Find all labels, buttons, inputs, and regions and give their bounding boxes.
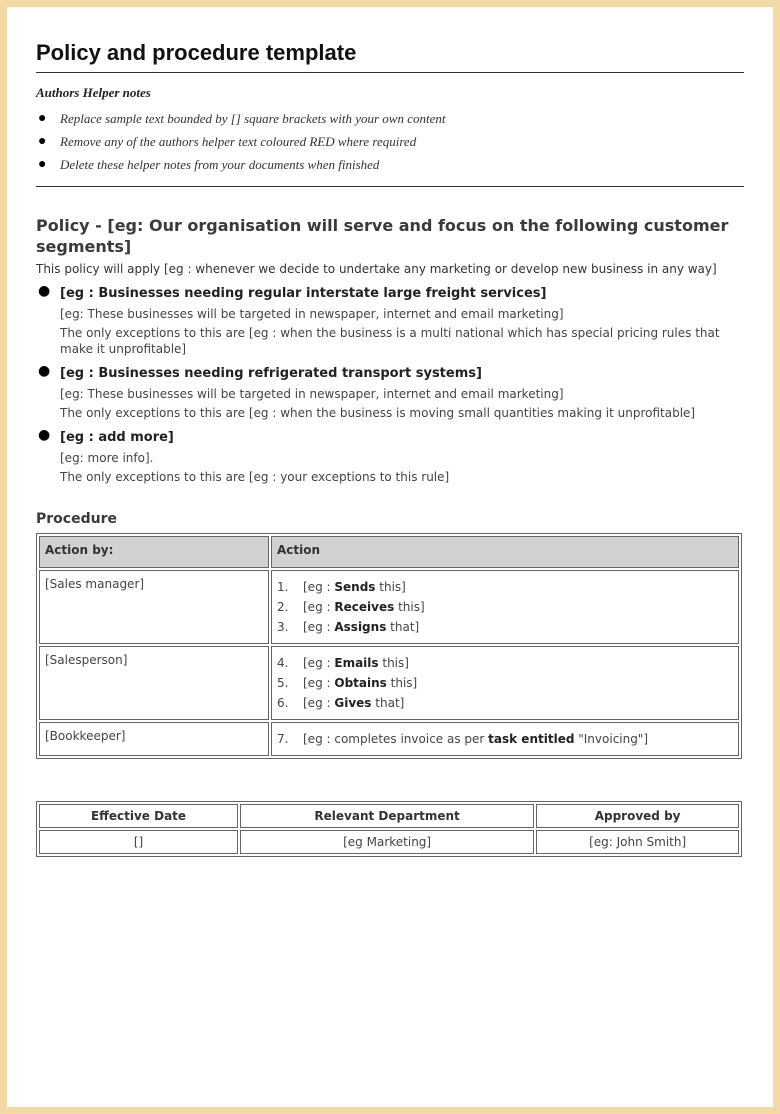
bullet-icon: ●	[38, 427, 51, 443]
table-row	[39, 646, 739, 720]
helper-note	[36, 130, 744, 153]
segment-detail: [eg: These businesses will be targeted in newspaper, internet and email marketing]	[60, 307, 564, 321]
column-header-department: Relevant Department	[240, 804, 534, 828]
step: 1. [eg : Sends this]	[277, 580, 406, 594]
steps-cell	[271, 646, 739, 720]
helper-note	[36, 153, 744, 176]
segment-exception: The only exceptions to this are [eg : when the business is a multi national which has special pricing rules that make it unprofitable]	[60, 326, 720, 356]
segment-list	[36, 285, 744, 485]
bullet-icon: ●	[38, 363, 51, 379]
table-row	[39, 722, 739, 756]
document-title: Policy and procedure template	[36, 40, 357, 65]
segment-title: [eg : Businesses needing refrigerated transport systems]	[60, 366, 482, 381]
policy-heading: Policy - [eg: Our organisation will serve and focus on the following customer segments]	[36, 216, 729, 256]
bullet-icon: ●	[38, 283, 51, 299]
bullet-icon: ●	[38, 157, 47, 172]
segment-item	[36, 285, 744, 357]
table-row	[39, 570, 739, 644]
approved-by-value: [eg: John Smith]	[536, 830, 739, 854]
step: 4. [eg : Emails this]	[277, 656, 409, 670]
helper-note	[36, 107, 744, 130]
segment-item	[36, 365, 744, 421]
helper-note-text: Delete these helper notes from your documents when finished	[60, 157, 380, 172]
step: 5. [eg : Obtains this]	[277, 676, 418, 690]
column-header-approved-by: Approved by	[536, 804, 739, 828]
approval-table	[36, 801, 742, 857]
segment-title: [eg : Businesses needing regular interstate large freight services]	[60, 286, 547, 301]
policy-intro: This policy will apply [eg : whenever we decide to undertake any marketing or develop new business in any way]	[36, 262, 717, 276]
procedure-table	[36, 533, 742, 759]
bullet-icon: ●	[38, 111, 47, 126]
segment-title: [eg : add more]	[60, 430, 174, 445]
segment-exception: The only exceptions to this are [eg : your exceptions to this rule]	[60, 470, 450, 484]
actor-cell: [Sales manager]	[39, 570, 269, 644]
effective-date-value: []	[39, 830, 238, 854]
table-row	[39, 830, 739, 854]
title-divider	[36, 72, 744, 73]
document-page	[36, 40, 744, 857]
procedure-heading: Procedure	[36, 511, 117, 527]
column-header-action: Action	[271, 536, 739, 568]
helper-notes-list	[36, 107, 744, 176]
column-header-effective-date: Effective Date	[39, 804, 238, 828]
approval-header-row	[39, 804, 739, 828]
helper-notes-heading: Authors Helper notes	[36, 85, 151, 100]
helper-divider	[36, 186, 744, 187]
step: 3. [eg : Assigns that]	[277, 620, 420, 634]
steps-cell	[271, 570, 739, 644]
segment-detail: [eg: more info].	[60, 451, 154, 465]
step: 6. [eg : Gives that]	[277, 696, 405, 710]
helper-note-text: Remove any of the authors helper text coloured RED where required	[60, 134, 417, 149]
step: 7. [eg : completes invoice as per task entitled "Invoicing"]	[277, 732, 649, 746]
procedure-header-row	[39, 536, 739, 568]
segment-detail: [eg: These businesses will be targeted in newspaper, internet and email marketing]	[60, 387, 564, 401]
column-header-action-by: Action by:	[39, 536, 269, 568]
department-value: [eg Marketing]	[240, 830, 534, 854]
steps-cell	[271, 722, 739, 756]
actor-cell: [Bookkeeper]	[39, 722, 269, 756]
segment-exception: The only exceptions to this are [eg : when the business is moving small quantities making it unprofitable]	[60, 406, 696, 420]
segment-item	[36, 429, 744, 485]
helper-note-text: Replace sample text bounded by [] square brackets with your own content	[60, 111, 446, 126]
step: 2. [eg : Receives this]	[277, 600, 425, 614]
actor-cell: [Salesperson]	[39, 646, 269, 720]
bullet-icon: ●	[38, 134, 47, 149]
